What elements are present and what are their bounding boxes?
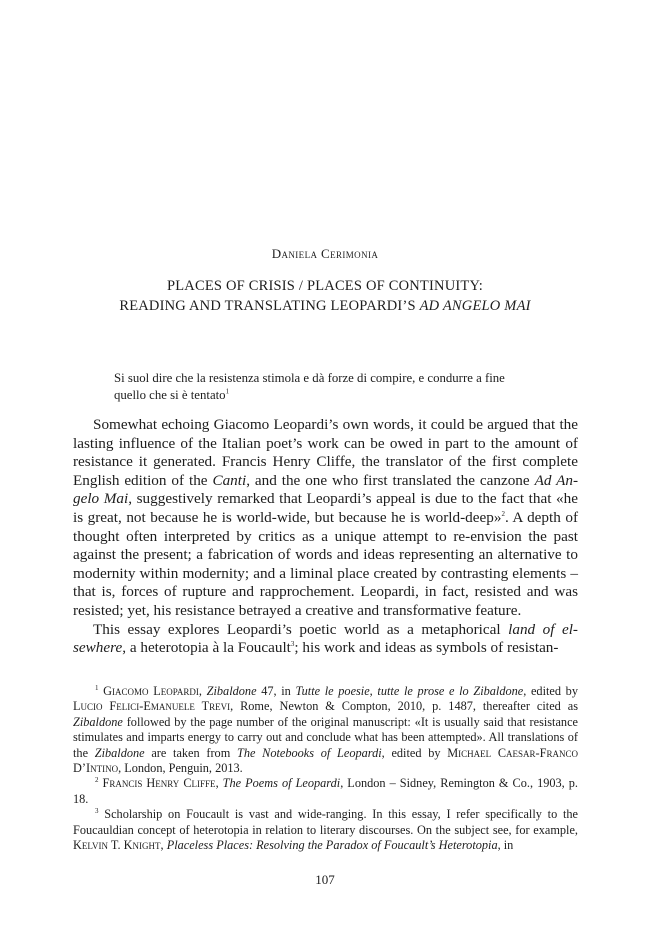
footnote-2: $^2$ Francis Henry Cliffe, The Poems of Leopardi, London – Sidney, Remington & Co., 1903, p. 18.: [73, 776, 578, 806]
p1-text-4: . A depth of thought often interpreted by critics as a unique attempt to re-envision the past against the present; a fabrication of words and ideas representing an alternative to modernity within modernity; and a liminal place created by contrasting elements – that is, forces of rupture and rapprochement. Leopardi, in fact, resisted and was resisted; yet, his resistance betrayed a creative and transformative feature.: [73, 508, 578, 619]
p1-text-3: , suggestively remarked that Leopardi’s appeal is due to the fact that «he is great, not because he is world-wide, but because he is world-deep»: [73, 490, 578, 526]
footnote-3-italic-1: Placeless Places: Resolving the Paradox of Foucault’s Heterotopia: [166, 838, 498, 853]
epigraph-line-2-text: quello che si è tentato: [114, 388, 226, 402]
footnote-ref-2[interactable]: 2: [501, 509, 505, 518]
p1-text-2: , and the one who first translated the canzone: [246, 471, 535, 489]
footnotes: [73, 684, 578, 853]
footnote-2-text-1: , London – Sidney, Remington & Co., 1903, p. 18.: [73, 776, 578, 806]
p2-italic-land-of-elsewhere: land of el-sewhere: [73, 620, 578, 657]
footnote-1-author: Giacomo Leopardi: [103, 684, 199, 698]
article-title: [60, 276, 590, 316]
p1-text-1: Somewhat echoing Giacomo Leopardi’s own words, it could be argued that the lasting influence of the Italian poet’s work can be owed in part to the amount of resistance it generated. Francis Henry Cliffe, the translator of the first complete English edition of the: [73, 416, 578, 489]
footnote-1-text-2: , edited by: [523, 684, 578, 698]
footnote-1-text-6: , edited by: [381, 745, 448, 760]
epigraph-line-1: Si suol dire che la resistenza stimola e dà forze di compire, e condurre a fine: [114, 371, 505, 385]
footnote-1: $^1$ Giacomo Leopardi, Zibaldone 47, in Tutte le poesie, tutte le prose e lo Zibaldone, edited by Lucio Felici-Emanuele Trevi, Rome, Newton & Compton, 2010, p. 1487, thereafter cited as Zibaldone followed by the page number of the original manuscript: «It is usually said that resistance stimulates and imparts energy to carry out and conclude what has been attempted». All translations of the Zibaldone are taken from The Notebooks of Leopardi, edited by Michael Caesar-Franco D’Intino, London, Penguin, 2013.: [73, 683, 578, 776]
footnote-2-author: Francis Henry Cliffe: [102, 776, 216, 791]
body-text: [73, 416, 578, 658]
footnote-3-text-1: Scholarship on Foucault is vast and wide-ranging. In this essay, I refer specifically to the Foucauldian concept of heterotopia in relation to literary discourses. On the subject see, for example,: [73, 807, 578, 837]
footnote-1-italic-4: Zibaldone: [94, 745, 145, 760]
p2-text-1: This essay explores Leopardi’s poetic world as a metaphorical: [93, 620, 509, 638]
footnote-1-text-3: , Rome, Newton & Compton, 2010, p. 1487, thereafter cited as: [230, 699, 578, 714]
p1-italic-canti: Canti: [212, 471, 247, 489]
footnote-1-editors-2: Michael Caesar-Franco D’Intino: [73, 745, 578, 776]
footnote-1-italic-1: Zibaldone: [206, 684, 257, 698]
footnote-1-number: 1: [95, 683, 99, 692]
footnote-1-text-5: are taken from: [144, 745, 237, 760]
epigraph-line-2: [114, 387, 554, 404]
footnote-1-text-7: , London, Penguin, 2013.: [118, 761, 243, 776]
p1-italic-ad-angelo-mai: Ad An-gelo Mai: [73, 471, 578, 508]
title-line-2-italic: AD ANGELO MAI: [419, 298, 531, 314]
paragraph-1: [73, 416, 578, 621]
p2-text-2: , a heterotopia à la Foucault: [122, 639, 291, 657]
footnote-1-italic-5: The Notebooks of Leopardi: [236, 745, 382, 760]
footnote-1-text-1: 47, in: [256, 684, 296, 698]
footnote-3-number: 3: [95, 807, 99, 816]
footnote-2-italic-1: The Poems of Leopardi: [222, 776, 341, 791]
footnote-1-italic-2: Tutte le poesie, tutte le prose e lo Zibaldone: [295, 684, 524, 698]
paragraph-2: [73, 621, 578, 658]
footnote-1-text-4: followed by the page number of the original manuscript: «It is usually said that resistance stimulates and imparts energy to carry out and conclude what has been attempted». All translations of the: [73, 714, 578, 760]
title-line-1: PLACES OF CRISIS / PLACES OF CONTINUITY:: [166, 278, 484, 294]
p2-text-3: ; his work and ideas as symbols of resistan-: [294, 639, 559, 657]
title-line-2: [60, 296, 590, 316]
footnote-3-author: Kelvin T. Knight: [73, 838, 161, 853]
footnote-3-text-2: , in: [497, 838, 514, 853]
page-number: 107: [315, 872, 335, 887]
footnote-1-editors-1: Lucio Felici-Emanuele Trevi: [73, 699, 231, 714]
footnote-3: $^3$ Scholarship on Foucault is vast and wide-ranging. In this essay, I refer specifically to the Foucauldian concept of heterotopia in relation to literary discourses. On the subject see, for example, Kelvin T. Knight, Placeless Places: Resolving the Paradox of Foucault’s Heterotopia, in: [73, 807, 578, 853]
footnote-ref-1[interactable]: 1: [225, 387, 230, 396]
footnote-ref-3[interactable]: 3: [290, 640, 295, 649]
footnote-1-italic-3: Zibaldone: [73, 714, 123, 729]
footnote-2-number: 2: [95, 776, 99, 785]
epigraph: [114, 370, 554, 404]
title-line-2-text: READING AND TRANSLATING LEOPARDI’S: [119, 298, 420, 314]
author-name: Daniela Cerimonia: [271, 246, 379, 261]
